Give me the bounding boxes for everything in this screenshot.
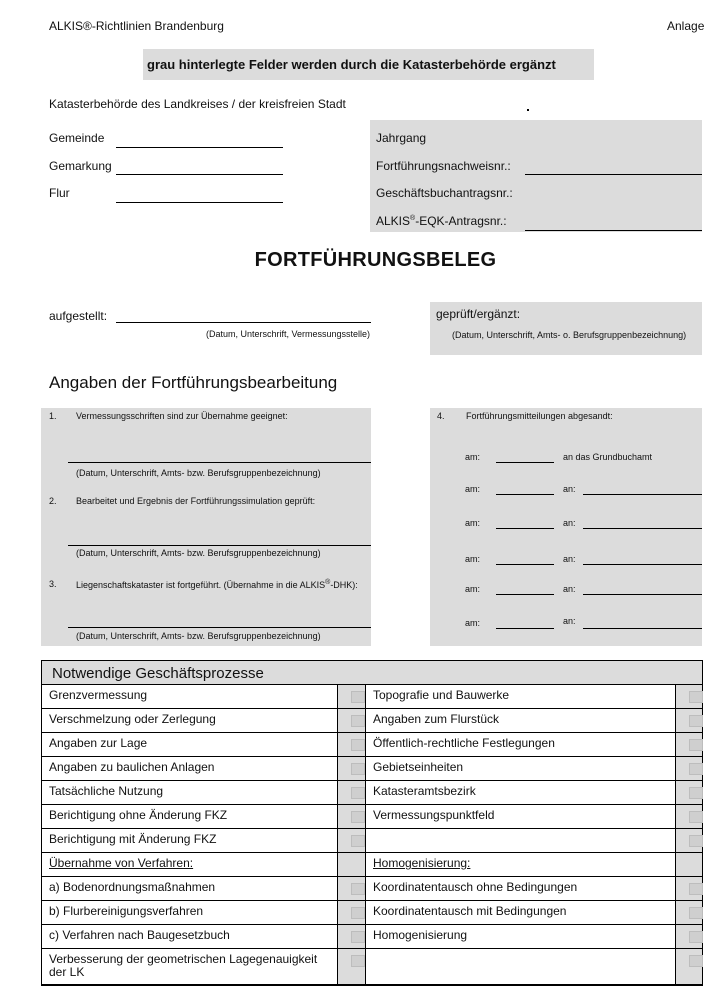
process-right: Vermessungspunktfeld bbox=[366, 805, 676, 829]
process-left: Berichtigung ohne Änderung FKZ bbox=[42, 805, 338, 829]
process-right: Katasteramtsbezirk bbox=[366, 781, 676, 805]
geprueft-caption: (Datum, Unterschrift, Amts- o. Berufsgruppenbezeichnung) bbox=[452, 330, 687, 340]
process-right: Topografie und Bauwerke bbox=[366, 685, 676, 709]
gray-note-box bbox=[143, 49, 594, 80]
process-left-checkbox[interactable] bbox=[338, 877, 366, 901]
process-right-checkbox[interactable] bbox=[676, 805, 702, 829]
process-right: Homogenisierung bbox=[366, 925, 676, 949]
process-right: Öffentlich-rechtliche Festlegungen bbox=[366, 733, 676, 757]
item1-signature-field[interactable] bbox=[68, 462, 371, 463]
item3-text: Liegenschaftskataster ist fortgeführt. (Übernahme in die ALKIS®-DHK): bbox=[76, 579, 358, 590]
flur-label: Flur bbox=[49, 186, 70, 200]
process-right bbox=[366, 829, 676, 853]
table-row bbox=[42, 877, 702, 901]
jahrgang-label: Jahrgang bbox=[376, 131, 427, 145]
am-date-field[interactable] bbox=[496, 462, 554, 463]
table-row bbox=[42, 901, 702, 925]
process-right: Koordinatentausch ohne Bedingungen bbox=[366, 877, 676, 901]
table-row bbox=[42, 925, 702, 949]
am-label: am: bbox=[465, 452, 481, 462]
process-right-spacer bbox=[676, 853, 702, 877]
process-left-checkbox[interactable] bbox=[338, 757, 366, 781]
process-left-checkbox[interactable] bbox=[338, 949, 366, 985]
table-row bbox=[42, 853, 702, 877]
an-recipient-field[interactable] bbox=[583, 594, 702, 595]
process-right: Gebietseinheiten bbox=[366, 757, 676, 781]
aufgestellt-caption: (Datum, Unterschrift, Vermessungsstelle) bbox=[206, 329, 371, 339]
process-right-checkbox[interactable] bbox=[676, 877, 702, 901]
gemarkung-label: Gemarkung bbox=[49, 159, 112, 173]
process-left-checkbox[interactable] bbox=[338, 925, 366, 949]
an-label: an: bbox=[563, 554, 576, 564]
process-left: b) Flurbereinigungsverfahren bbox=[42, 901, 338, 925]
item4-text: Fortführungsmitteilungen abgesandt: bbox=[466, 411, 613, 421]
process-left: c) Verfahren nach Baugesetzbuch bbox=[42, 925, 338, 949]
process-right-checkbox[interactable] bbox=[676, 685, 702, 709]
item4-number: 4. bbox=[437, 411, 445, 421]
grundbuchamt-label: an das Grundbuchamt bbox=[563, 452, 653, 462]
item3-caption: (Datum, Unterschrift, Amts- bzw. Berufsgruppenbezeichnung) bbox=[76, 631, 321, 641]
aufgestellt-field[interactable] bbox=[116, 322, 371, 323]
process-left: Angaben zur Lage bbox=[42, 733, 338, 757]
authority-label: Katasterbehörde des Landkreises / der kreisfreien Stadt bbox=[49, 97, 346, 111]
flur-field[interactable] bbox=[116, 202, 283, 203]
table-row bbox=[42, 949, 702, 985]
an-label: an: bbox=[563, 616, 576, 626]
table-row bbox=[42, 757, 702, 781]
processes-table bbox=[41, 660, 703, 986]
item2-text: Bearbeitet und Ergebnis der Fortführungssimulation geprüft: bbox=[76, 496, 316, 506]
am-date-field[interactable] bbox=[496, 528, 554, 529]
gemeinde-label: Gemeinde bbox=[49, 131, 105, 145]
am-date-field[interactable] bbox=[496, 628, 554, 629]
an-label: an: bbox=[563, 518, 576, 528]
process-right-checkbox[interactable] bbox=[676, 829, 702, 853]
process-right: Koordinatentausch mit Bedingungen bbox=[366, 901, 676, 925]
header-left: ALKIS®-Richtlinien Brandenburg bbox=[49, 19, 224, 33]
geprueft-box bbox=[430, 302, 702, 355]
item1-number: 1. bbox=[49, 411, 57, 421]
item1-text: Vermessungsschriften sind zur Übernahme geeignet: bbox=[76, 411, 288, 421]
am-label: am: bbox=[465, 618, 481, 628]
process-right-checkbox[interactable] bbox=[676, 733, 702, 757]
am-date-field[interactable] bbox=[496, 494, 554, 495]
process-left-spacer bbox=[338, 853, 366, 877]
fortfuehrungsnachweisnr-field[interactable] bbox=[525, 174, 702, 175]
process-right-checkbox[interactable] bbox=[676, 925, 702, 949]
process-right-checkbox[interactable] bbox=[676, 949, 702, 985]
an-recipient-field[interactable] bbox=[583, 628, 702, 629]
process-left: Tatsächliche Nutzung bbox=[42, 781, 338, 805]
process-right bbox=[366, 949, 676, 985]
process-left: a) Bodenordnungsmaßnahmen bbox=[42, 877, 338, 901]
table-row bbox=[42, 805, 702, 829]
process-right-checkbox[interactable] bbox=[676, 781, 702, 805]
process-group-heading: Homogenisierung: bbox=[366, 853, 676, 877]
process-right-checkbox[interactable] bbox=[676, 709, 702, 733]
process-left: Verschmelzung oder Zerlegung bbox=[42, 709, 338, 733]
am-label: am: bbox=[465, 554, 481, 564]
item3-number: 3. bbox=[49, 579, 57, 589]
item2-signature-field[interactable] bbox=[68, 545, 371, 546]
process-left-checkbox[interactable] bbox=[338, 685, 366, 709]
admin-box bbox=[370, 120, 702, 232]
section-heading: Angaben der Fortführungsbearbeitung bbox=[49, 373, 338, 392]
item2-number: 2. bbox=[49, 496, 57, 506]
process-left-checkbox[interactable] bbox=[338, 709, 366, 733]
process-left-checkbox[interactable] bbox=[338, 781, 366, 805]
dot-mark bbox=[527, 109, 529, 111]
process-left-checkbox[interactable] bbox=[338, 805, 366, 829]
geprueft-label: geprüft/ergänzt: bbox=[436, 307, 521, 321]
document-title: FORTFÜHRUNGSBELEG bbox=[254, 249, 497, 271]
an-recipient-field[interactable] bbox=[583, 494, 702, 495]
gemeinde-field[interactable] bbox=[116, 147, 283, 148]
process-left-checkbox[interactable] bbox=[338, 829, 366, 853]
header-right: Anlage bbox=[667, 19, 705, 33]
process-left: Angaben zu baulichen Anlagen bbox=[42, 757, 338, 781]
processing-box-right bbox=[430, 408, 702, 646]
an-label: an: bbox=[563, 584, 576, 594]
item1-caption: (Datum, Unterschrift, Amts- bzw. Berufsgruppenbezeichnung) bbox=[76, 468, 321, 478]
process-right: Angaben zum Flurstück bbox=[366, 709, 676, 733]
process-left: Berichtigung mit Änderung FKZ bbox=[42, 829, 338, 853]
table-row bbox=[42, 781, 702, 805]
eqk-antragsnr-label: ALKIS®-EQK-Antragsnr.: bbox=[376, 214, 507, 228]
table-row bbox=[42, 685, 702, 709]
process-left: Grenzvermessung bbox=[42, 685, 338, 709]
process-left-checkbox[interactable] bbox=[338, 901, 366, 925]
geschaeftsbuchantragsnr-label: Geschäftsbuchantragsnr.: bbox=[376, 186, 513, 200]
table-row bbox=[42, 733, 702, 757]
am-label: am: bbox=[465, 584, 481, 594]
eqk-antragsnr-field[interactable] bbox=[525, 230, 702, 231]
process-right-checkbox[interactable] bbox=[676, 901, 702, 925]
am-label: am: bbox=[465, 518, 481, 528]
process-group-heading: Übernahme von Verfahren: bbox=[42, 853, 338, 877]
processing-box-left bbox=[41, 408, 371, 646]
process-left: Verbesserung der geometrischen Lagegenauigkeit der LK bbox=[42, 949, 338, 985]
processes-title: Notwendige Geschäftsprozesse bbox=[42, 661, 702, 685]
item2-caption: (Datum, Unterschrift, Amts- bzw. Berufsgruppenbezeichnung) bbox=[76, 548, 321, 558]
gray-note: grau hinterlegte Felder werden durch die Katasterbehörde ergänzt bbox=[147, 57, 556, 72]
am-date-field[interactable] bbox=[496, 564, 554, 565]
am-date-field[interactable] bbox=[496, 594, 554, 595]
gemarkung-field[interactable] bbox=[116, 174, 283, 175]
an-recipient-field[interactable] bbox=[583, 564, 702, 565]
aufgestellt-label: aufgestellt: bbox=[49, 309, 108, 323]
table-row bbox=[42, 709, 702, 733]
process-left-checkbox[interactable] bbox=[338, 733, 366, 757]
fortfuehrungsnachweisnr-label: Fortführungsnachweisnr.: bbox=[376, 159, 511, 173]
item3-signature-field[interactable] bbox=[68, 627, 371, 628]
process-right-checkbox[interactable] bbox=[676, 757, 702, 781]
am-label: am: bbox=[465, 484, 481, 494]
an-label: an: bbox=[563, 484, 576, 494]
an-recipient-field[interactable] bbox=[583, 528, 702, 529]
table-row bbox=[42, 829, 702, 853]
